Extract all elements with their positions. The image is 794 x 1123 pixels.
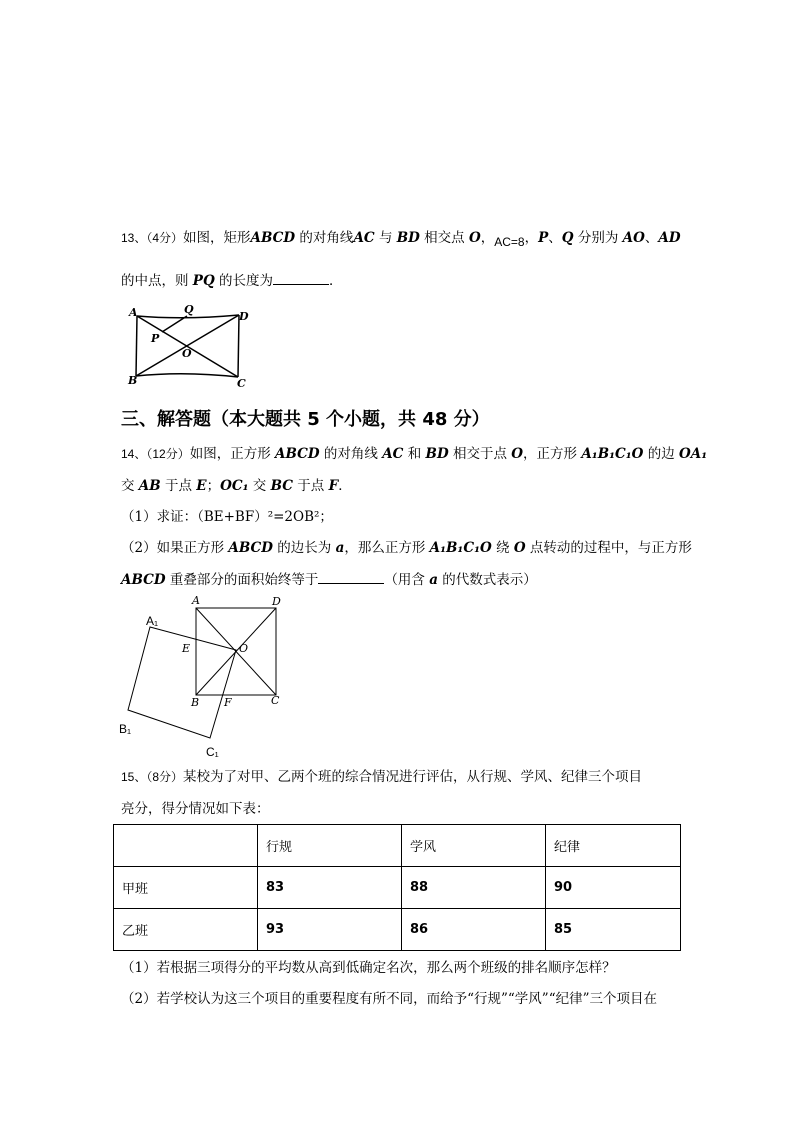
label-b: B (128, 374, 138, 387)
table-header-row (114, 825, 681, 867)
label-e: E (182, 642, 191, 655)
label-a: A (192, 594, 200, 607)
rect-left-edge (136, 316, 137, 376)
table-row (114, 909, 681, 951)
q15-part-1: （1）若根据三项得分的平均数从高到低确定名次，那么两个班级的排名顺序怎样？ (121, 960, 616, 976)
section-3-heading: 三、解答题（本大题共 5 个小题，共 48 分） (121, 409, 490, 430)
rect-bottom-edge (136, 374, 238, 377)
label-p: P (151, 332, 160, 345)
table-cell: 88 (402, 867, 546, 909)
label-f: F (224, 696, 232, 709)
answer-blank-q13[interactable] (273, 270, 329, 285)
answer-blank-q14[interactable] (318, 569, 384, 584)
q14-line-1: 14、（12分）如图，正方形 ABCD 的对角线 AC 和 BD 相交于点 O，正方形 A₁B₁C₁O 的边 OA₁ (121, 446, 708, 462)
q15-line-1: 15、（8分）某校为了对甲、乙两个班的综合情况进行评估，从行规、学风、纪律三个项目 (121, 769, 643, 785)
table-header-cell: 行规 (258, 825, 402, 867)
label-d: D (239, 310, 249, 323)
q14-part-1: （1）求证：（BE+BF）²=2OB²； (121, 509, 333, 525)
label-c: C (271, 694, 280, 707)
table-cell: 83 (258, 867, 402, 909)
label-a: A (129, 306, 138, 319)
q14-line-2: 交 AB 于点 E；OC₁ 交 BC 于点 F． (121, 478, 352, 494)
table-cell: 85 (546, 909, 681, 951)
q14-part-2-line-2: ABCD 重叠部分的面积始终等于 （用含 a 的代数式表示） (121, 569, 537, 590)
q15-part-2: （2）若学校认为这三个项目的重要程度有所不同，而给予“行规”“学风”“纪律”三个项目在 (121, 991, 657, 1007)
table-cell: 甲班 (114, 867, 258, 909)
q13-line-2: 的中点，则 PQ 的长度为 ． (121, 270, 343, 291)
table-header-cell: 纪律 (546, 825, 681, 867)
label-c: C (237, 377, 246, 390)
table-cell: 93 (258, 909, 402, 951)
table-cell: 乙班 (114, 909, 258, 951)
table-cell: 86 (402, 909, 546, 951)
q13-rectangle-figure (124, 300, 259, 392)
label-a1: A₁ (146, 614, 159, 628)
label-b: B (191, 696, 200, 709)
label-d: D (272, 595, 281, 608)
score-table (113, 824, 681, 951)
q14-squares-figure (110, 590, 300, 765)
label-b1: B₁ (119, 722, 132, 736)
ac-value: AC=8 (494, 235, 525, 249)
table-header-cell (114, 825, 258, 867)
q14-part-2-line-1: （2）如果正方形 ABCD 的边长为 a，那么正方形 A₁B₁C₁O 绕 O 点转动的过程中，与正方形 (121, 540, 692, 556)
label-o: O (182, 347, 192, 360)
label-q: Q (184, 303, 194, 316)
q15-line-2: 亮分，得分情况如下表： (121, 801, 270, 817)
table-cell: 90 (546, 867, 681, 909)
label-c1: C₁ (206, 745, 219, 759)
table-header-cell: 学风 (402, 825, 546, 867)
q13-line-1: 13、（4分）如图，矩形ABCD 的对角线AC 与 BD 相交点 O，AC=8，P、Q 分别为 AO、AD (121, 230, 681, 249)
table-row (114, 867, 681, 909)
rect-right-edge (238, 315, 239, 377)
label-o: O (239, 642, 249, 655)
